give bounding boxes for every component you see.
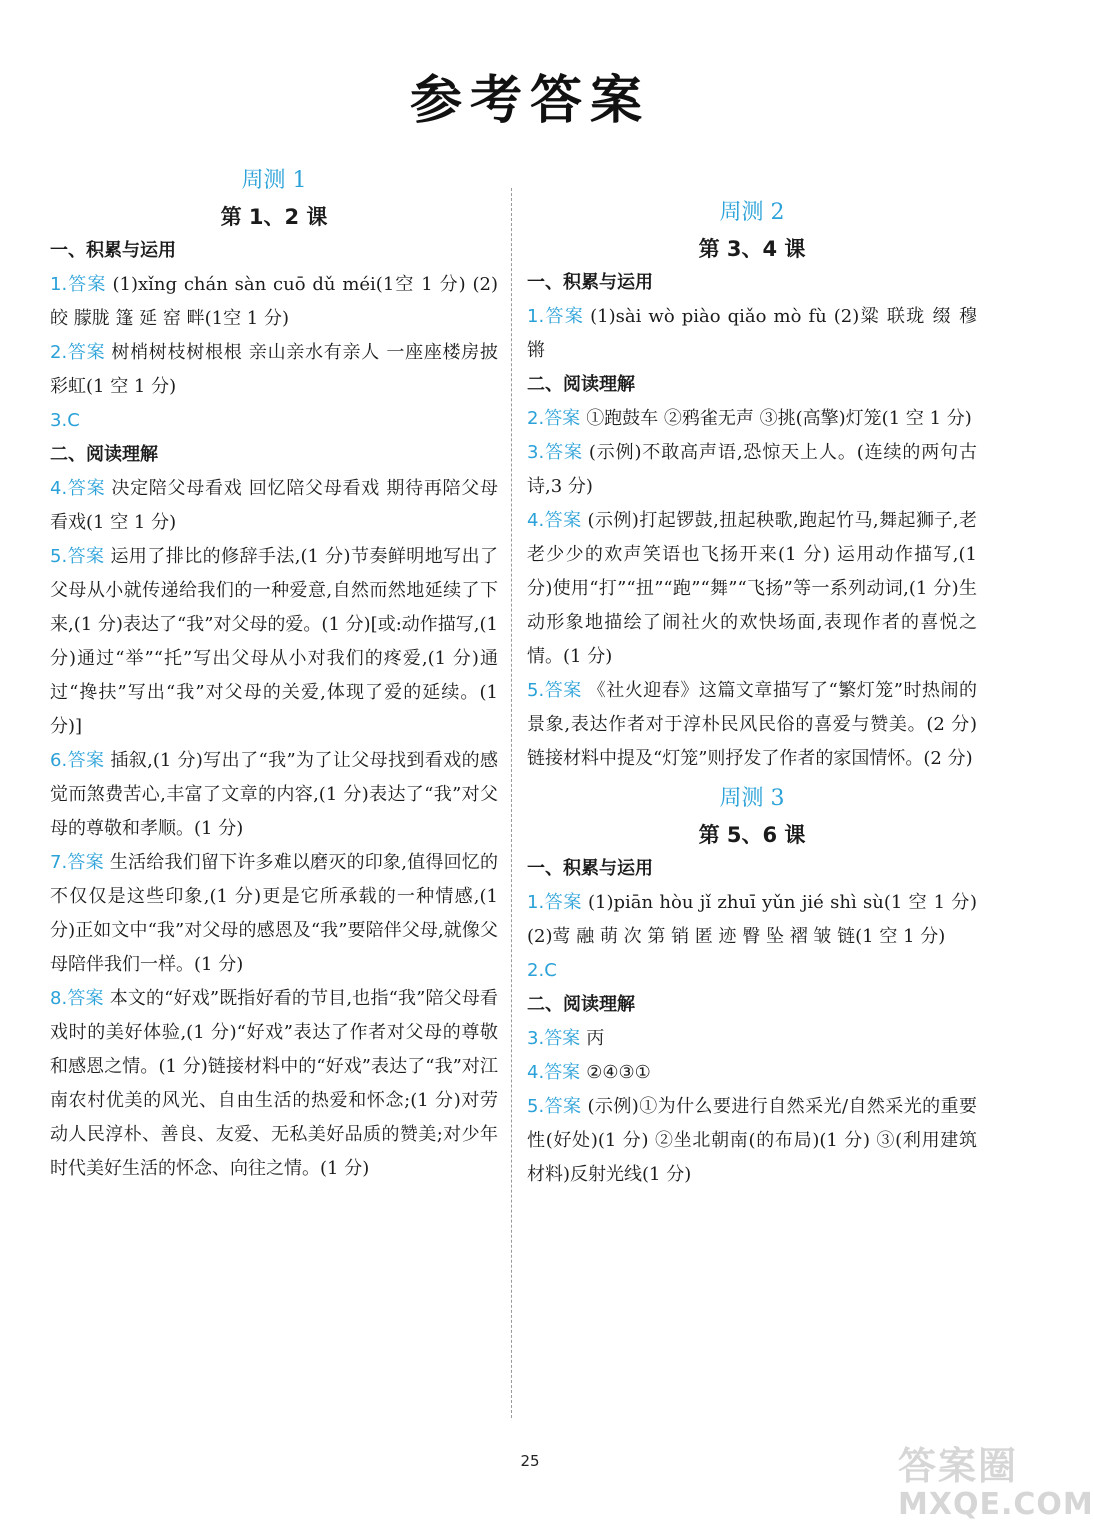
answer-item bbox=[527, 954, 977, 988]
item-number: 7. bbox=[50, 852, 68, 873]
answer-label: 答案 bbox=[544, 1062, 581, 1083]
answer-item bbox=[527, 504, 977, 674]
left-column bbox=[50, 158, 498, 1186]
item-number: 2. bbox=[527, 408, 545, 429]
column-divider bbox=[511, 188, 512, 1418]
answer-label: 答案 bbox=[544, 442, 583, 463]
part-heading: 二、阅读理解 bbox=[50, 444, 158, 465]
item-number: 4. bbox=[527, 1062, 545, 1083]
answer-label: 答案 bbox=[544, 408, 581, 429]
item-number: 1. bbox=[527, 306, 545, 327]
answer-text: ①跑鼓车 ②鸦雀无声 ③挑(高擎)灯笼(1 空 1 分) bbox=[586, 408, 972, 429]
item-number: 8. bbox=[50, 988, 68, 1009]
answer-text: 运用了排比的修辞手法,(1 分)节奏鲜明地写出了父母从小就传递给我们的一种爱意,自然而然地延续了下来,(1 分)表达了“我”对父母的爱。(1 分)[或:动作描写,(1 分)通过“举”“托”写出父母从小对我们的疼爱,(1 分)通过“搀扶”写出“我”对父母的关爱,体现了爱的延续。(1 分)] bbox=[50, 546, 498, 737]
answer-label: 答案 bbox=[544, 510, 582, 531]
answer-item bbox=[50, 846, 498, 982]
answer-label: 答案 bbox=[544, 306, 585, 327]
answer-label: 答案 bbox=[67, 988, 104, 1009]
answer-text: (1)sài wò piào qiǎo mò fù (2)粱 联珑 缀 穆 锵 bbox=[527, 306, 977, 361]
answer-text: (1)piān hòu jǐ zhuī yǔn jié shì sù(1 空 1 分) (2)莺 融 萌 次 第 销 匿 迹 臀 坠 褶 皱 链(1 空 1 分) bbox=[527, 892, 977, 947]
answer-item bbox=[527, 1090, 977, 1192]
watermark-text: 答案圈 bbox=[898, 1444, 1019, 1488]
part-heading: 一、积累与运用 bbox=[527, 272, 653, 293]
answer-item bbox=[527, 886, 977, 954]
answer-text: (1)xǐng chán sàn cuō dǔ méi(1空 1 分) (2)皎 朦胧 篷 延 窑 畔(1空 1 分) bbox=[50, 274, 499, 329]
answer-text: 插叙,(1 分)写出了“我”为了让父母找到看戏的感觉而煞费苦心,丰富了文章的内容,(1 分)表达了“我”对父母的尊敬和孝顺。(1 分) bbox=[50, 750, 499, 839]
answer-label: 答案 bbox=[544, 1028, 581, 1049]
answer-label: 答案 bbox=[67, 750, 105, 771]
answer-item bbox=[527, 1056, 977, 1090]
answer-label: 答案 bbox=[67, 342, 106, 363]
page-number: 25 bbox=[520, 1452, 540, 1470]
item-number: 3. bbox=[527, 1028, 545, 1049]
answer-text: C bbox=[544, 960, 557, 981]
answer-item bbox=[50, 404, 498, 438]
item-number: 2. bbox=[527, 960, 545, 981]
answer-text: 丙 bbox=[586, 1028, 605, 1049]
part-heading: 一、积累与运用 bbox=[527, 858, 653, 879]
item-number: 1. bbox=[527, 892, 545, 913]
answer-item bbox=[527, 1022, 977, 1056]
lesson-title: 第 5、6 课 bbox=[698, 823, 806, 847]
answer-label: 答案 bbox=[67, 852, 104, 873]
item-number: 5. bbox=[527, 1096, 545, 1117]
part-heading: 一、积累与运用 bbox=[50, 240, 176, 261]
answer-item bbox=[50, 268, 498, 336]
answer-text: ②④③① bbox=[586, 1062, 651, 1083]
answer-item bbox=[50, 744, 498, 846]
answer-item bbox=[50, 540, 498, 744]
answer-text: (示例)不敢高声语,恐惊天上人。(连续的两句古诗,3 分) bbox=[527, 442, 978, 497]
item-number: 1. bbox=[50, 274, 68, 295]
right-column bbox=[527, 190, 977, 1192]
answer-text: 树梢树枝树根根 亲山亲水有亲人 一座座楼房披彩虹(1 空 1 分) bbox=[50, 342, 498, 397]
item-number: 4. bbox=[50, 478, 68, 499]
answer-label: 答案 bbox=[544, 680, 582, 701]
answer-item bbox=[527, 436, 977, 504]
section-title: 周测 1 bbox=[241, 168, 307, 193]
answer-text: 《社火迎春》这篇文章描写了“繁灯笼”时热闹的景象,表达作者对于淳朴民风民俗的喜爱与赞美。(2 分)链接材料中提及“灯笼”则抒发了作者的家国情怀。(2 分) bbox=[527, 680, 978, 769]
item-number: 6. bbox=[50, 750, 68, 771]
item-number: 5. bbox=[50, 546, 68, 567]
answer-text: 生活给我们留下许多难以磨灭的印象,值得回忆的不仅仅是这些印象,(1 分)更是它所承载的一种情感,(1 分)正如文中“我”对父母的感恩及“我”要陪伴父母,就像父母陪伴我们一样。(1 分) bbox=[50, 852, 498, 975]
item-number: 4. bbox=[527, 510, 545, 531]
watermark-logo bbox=[898, 1444, 1094, 1530]
answer-text: 本文的“好戏”既指好看的节目,也指“我”陪父母看戏时的美好体验,(1 分)“好戏”表达了作者对父母的尊敬和感恩之情。(1 分)链接材料中的“好戏”表达了“我”对江南农村优美的风光、自由生活的热爱和怀念;(1 分)对劳动人民淳朴、善良、友爱、无私美好品质的赞美;对少年时代美好生活的怀念、向往之情。(1 分) bbox=[50, 988, 499, 1179]
item-number: 2. bbox=[50, 342, 68, 363]
section-title: 周测 2 bbox=[719, 200, 785, 225]
answer-label: 答案 bbox=[544, 1096, 582, 1117]
item-number: 3. bbox=[527, 442, 545, 463]
answer-item bbox=[527, 674, 977, 776]
section-title: 周测 3 bbox=[719, 786, 785, 811]
part-heading: 二、阅读理解 bbox=[527, 994, 635, 1015]
item-number: 3. bbox=[50, 410, 68, 431]
lesson-title: 第 3、4 课 bbox=[698, 237, 806, 261]
answer-item bbox=[527, 300, 977, 368]
answer-text: (示例)打起锣鼓,扭起秧歌,跑起竹马,舞起狮子,老老少少的欢声笑语也飞扬开来(1 分) 运用动作描写,(1 分)使用“打”“扭”“跑”“舞”“飞扬”等一系列动词,(1 分)生动形象地描绘了闹社火的欢快场面,表现作者的喜悦之情。(1 分) bbox=[527, 510, 978, 667]
answer-text: (示例)①为什么要进行自然采光/自然采光的重要性(好处)(1 分) ②坐北朝南(的布局)(1 分) ③(利用建筑材料)反射光线(1 分) bbox=[527, 1096, 978, 1185]
watermark-url: MXQE.COM bbox=[898, 1487, 1094, 1522]
answer-label: 答案 bbox=[67, 478, 106, 499]
answer-text: C bbox=[67, 410, 80, 431]
answer-item bbox=[50, 472, 498, 540]
answer-item bbox=[527, 402, 977, 436]
answer-label: 答案 bbox=[67, 274, 107, 295]
answer-label: 答案 bbox=[544, 892, 582, 913]
answer-item bbox=[50, 336, 498, 404]
answer-label: 答案 bbox=[67, 546, 105, 567]
page-title: 参考答案 bbox=[409, 71, 650, 131]
answer-text: 决定陪父母看戏 回忆陪父母看戏 期待再陪父母看戏(1 空 1 分) bbox=[50, 478, 498, 533]
lesson-title: 第 1、2 课 bbox=[220, 205, 328, 229]
answer-item bbox=[50, 982, 498, 1186]
part-heading: 二、阅读理解 bbox=[527, 374, 635, 395]
item-number: 5. bbox=[527, 680, 545, 701]
